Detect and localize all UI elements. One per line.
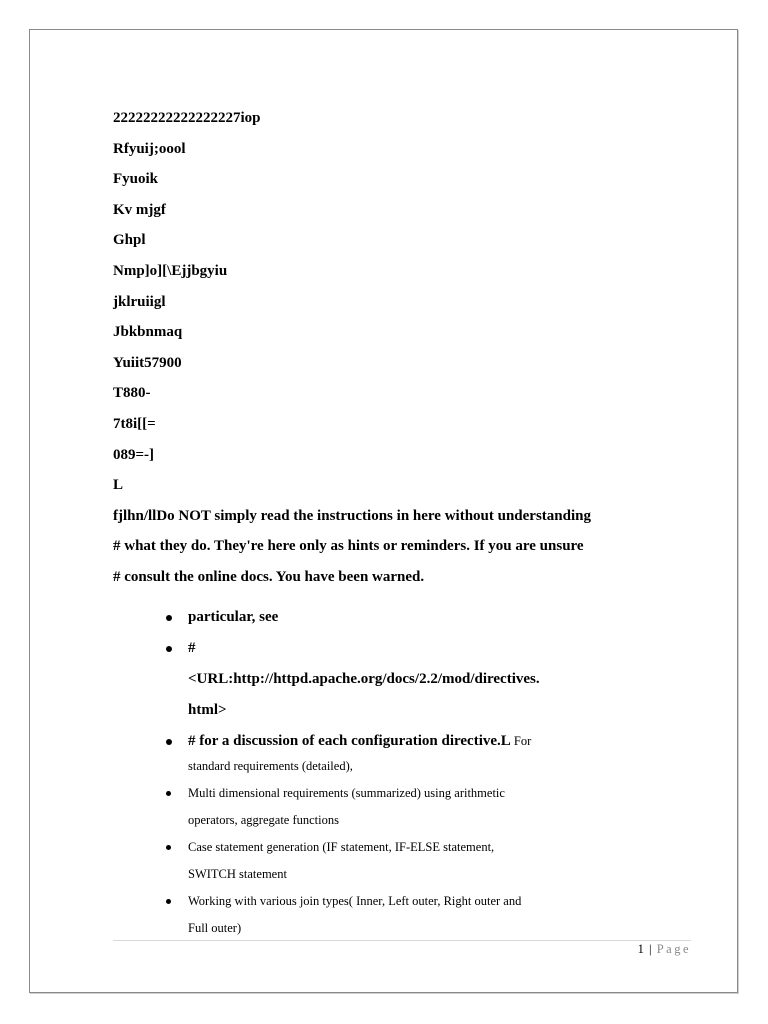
list-item [188,602,613,633]
bullet-icon [166,791,171,796]
footer-page-label: Page [656,942,691,956]
list-item-text: Full outer) [188,921,242,935]
text-line: T880- [113,385,151,402]
bullet-list [188,602,613,942]
page-footer [638,942,691,957]
list-item-continuation [188,807,613,834]
text-line: jklruiigl [113,293,166,310]
list-item-continuation [188,695,613,726]
list-item-continuation [188,861,613,888]
list-item [188,834,613,861]
footer-divider [113,940,691,941]
bullet-icon [166,899,171,904]
page-body [113,103,693,593]
text-line: Nmp]o][\Ejjbgyiu [113,262,228,279]
text-line: Fyuoik [113,171,159,188]
list-item-text: # for a discussion of each configuration directive.L [188,733,511,749]
text-line: fjlhn/llDo NOT simply read the instructions in here without understanding [113,507,591,524]
text-line: # what they do. They're here only as hints or reminders. If you are unsure [113,538,584,555]
text-line: 089=-] [113,446,155,463]
list-item-text: Case statement generation (IF statement, IF-ELSE statement, [188,840,495,854]
page-number: 1 [637,942,644,956]
list-item [188,888,613,915]
text-line: L [113,477,124,494]
footer-separator: | [649,942,652,956]
text-line: Ghpl [113,232,146,249]
text-line: Jbkbnmaq [113,324,183,341]
list-item-text: For [510,734,532,748]
document-page [29,29,738,993]
text-line: Rfyuij;oool [113,140,186,157]
list-item-text: particular, see [188,609,279,625]
list-item-text: html> [188,702,227,718]
list-item-continuation [188,664,613,695]
list-item-text: operators, aggregate functions [188,813,339,827]
bullet-icon [166,646,172,652]
text-line: 7t8i[[= [113,415,156,432]
text-line: Yuiit57900 [113,354,182,371]
list-item-continuation [188,915,613,942]
list-item-text: <URL:http://httpd.apache.org/docs/2.2/mod/directives. [188,671,540,687]
list-item-text: # [188,640,196,656]
bullet-icon [166,845,171,850]
bullet-icon [166,739,172,745]
bullet-icon [166,615,172,621]
text-line: # consult the online docs. You have been warned. [113,568,425,585]
list-item [188,633,613,664]
list-item-text: standard requirements (detailed), [188,759,353,773]
list-item [188,780,613,807]
text-line: 22222222222222227iop [113,110,261,126]
list-item-text: SWITCH statement [188,867,287,881]
list-item-text: Multi dimensional requirements (summarized) using arithmetic [188,786,505,800]
text-line: Kv mjgf [113,201,166,218]
list-item-continuation [188,753,613,780]
list-item-text: Working with various join types( Inner, Left outer, Right outer and [188,894,522,908]
